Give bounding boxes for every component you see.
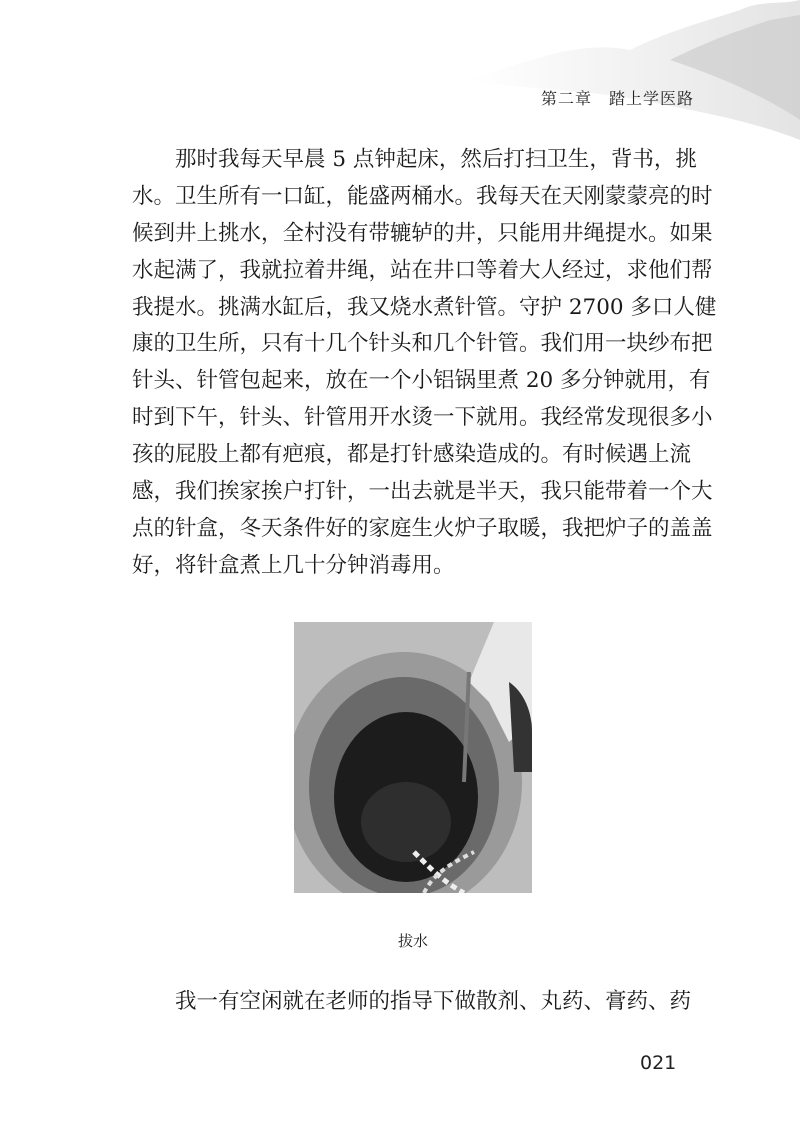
text-line: 康的卫生所，只有十几个针头和几个针管。我们用一块纱布把 bbox=[132, 331, 713, 357]
text-line: 水。卫生所有一口缸，能盛两桶水。我每天在天刚蒙蒙亮的时 bbox=[132, 183, 713, 209]
mountain-decoration bbox=[470, 0, 800, 140]
text-line: 那时我每天早晨 5 点钟起床，然后打扫卫生，背书，挑 bbox=[175, 147, 697, 172]
text-line: 时到下午，针头、针管用开水烫一下就用。我经常发现很多小 bbox=[132, 405, 713, 431]
text-line: 候到井上挑水，全村没有带辘轳的井，只能用井绳提水。如果 bbox=[132, 220, 713, 246]
chapter-header: 第二章 踏上学医路 bbox=[540, 89, 694, 108]
figure-caption: 拔水 bbox=[397, 932, 428, 950]
text-line: 我提水。挑满水缸后，我又烧水煮针管。守护 2700 多口人健 bbox=[132, 294, 717, 320]
well-photo bbox=[294, 622, 532, 893]
text-line: 水起满了，我就拉着井绳，站在井口等着大人经过，求他们帮 bbox=[132, 257, 713, 283]
text-line: 好，将针盒煮上几十分钟消毒用。 bbox=[132, 552, 455, 578]
text-line: 我一有空闲就在老师的指导下做散剂、丸药、膏药、药 bbox=[175, 989, 692, 1014]
text-line: 针头、针管包起来，放在一个小铝锅里煮 20 多分钟就用，有 bbox=[132, 368, 711, 394]
page-number: 021 bbox=[640, 1052, 677, 1074]
paragraph-1 bbox=[132, 142, 717, 585]
text-line: 点的针盒，冬天条件好的家庭生火炉子取暖，我把炉子的盖盖 bbox=[132, 515, 713, 541]
text-line: 孩的屁股上都有疤痕，都是打针感染造成的。有时候遇上流 bbox=[132, 442, 692, 468]
text-line: 感，我们挨家挨户打针，一出去就是半天，我只能带着一个大 bbox=[132, 479, 713, 505]
paragraph-2 bbox=[132, 984, 692, 1021]
